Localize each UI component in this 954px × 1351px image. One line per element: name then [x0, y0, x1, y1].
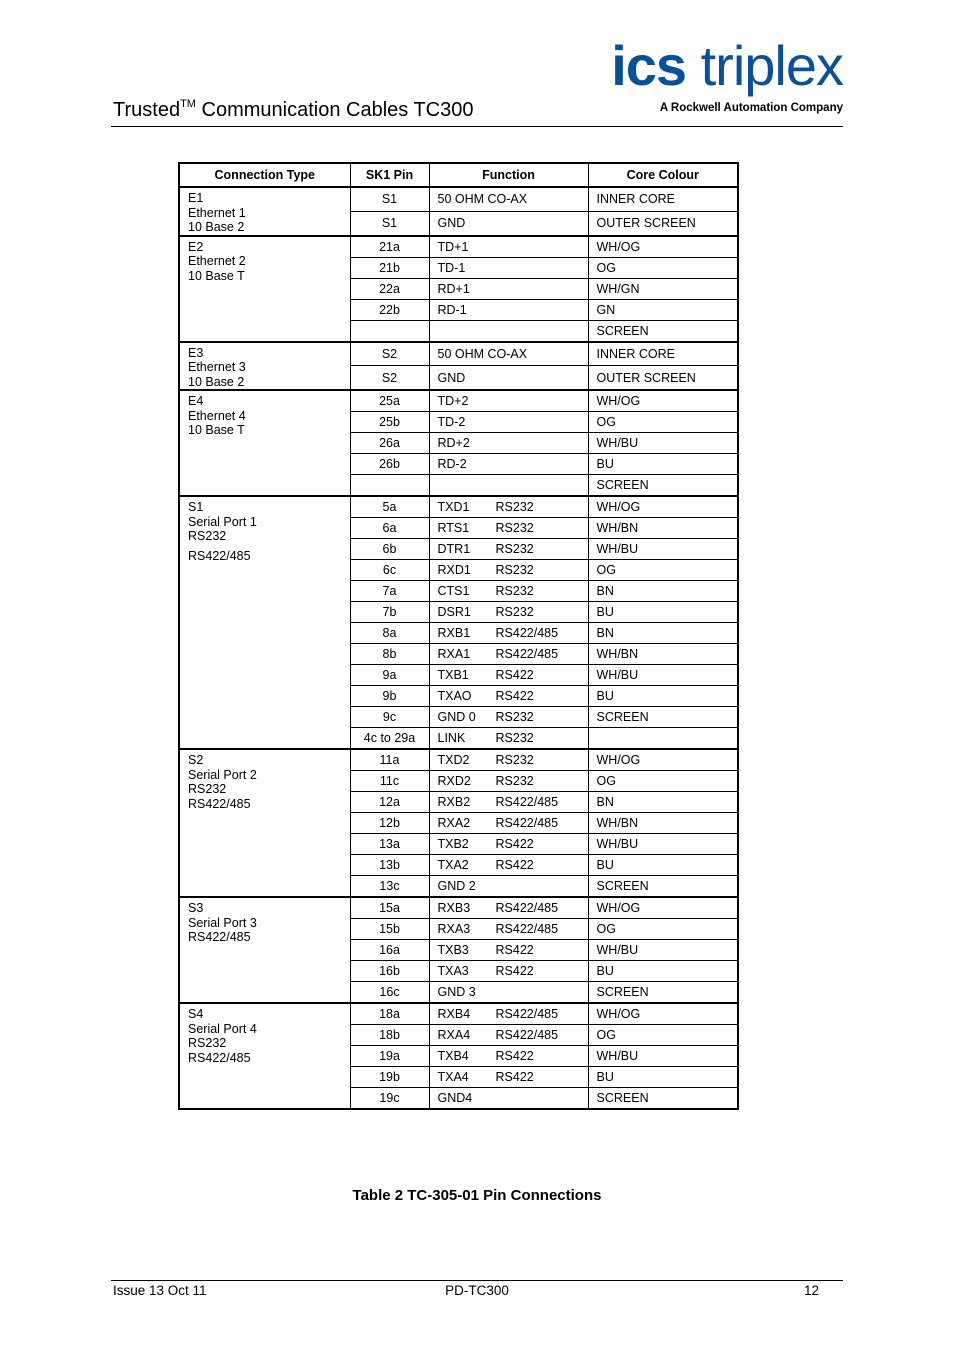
- sk1-pin-cell: 13c: [350, 876, 429, 898]
- core-colour-cell: WH/BU: [588, 940, 738, 961]
- function-signal: RXB1: [437, 626, 471, 640]
- function-signal: TXB3: [437, 943, 469, 957]
- table-row: [179, 897, 738, 919]
- connection-type-line: Ethernet 4: [188, 408, 246, 423]
- core-colour-cell: SCREEN: [588, 475, 738, 497]
- sk1-pin-cell: 9a: [350, 665, 429, 686]
- core-colour-cell: WH/GN: [588, 278, 738, 299]
- function-signal: TXB1: [437, 668, 469, 682]
- function-mode: RS422/485: [495, 1028, 559, 1042]
- core-colour-cell: BU: [588, 602, 738, 623]
- sk1-pin-cell: 16c: [350, 982, 429, 1004]
- sk1-pin-cell: 22a: [350, 278, 429, 299]
- function-cell: [429, 1025, 588, 1046]
- function-cell: [429, 496, 588, 518]
- function-signal: RD-1: [437, 302, 467, 317]
- function-signal: 50 OHM CO-AX: [437, 346, 528, 361]
- function-cell: [429, 855, 588, 876]
- header-divider: [111, 126, 843, 127]
- connection-type-line: 10 Base 2: [188, 374, 245, 389]
- connection-type-cell: [179, 1003, 350, 1109]
- core-colour-cell: WH/BN: [588, 644, 738, 665]
- core-colour-cell: WH/BN: [588, 518, 738, 539]
- function-mode: RS232: [495, 710, 534, 724]
- function-cell: [429, 257, 588, 278]
- core-colour-cell: WH/OG: [588, 236, 738, 258]
- title-rest: Communication Cables TC300: [195, 99, 474, 121]
- function-cell: [429, 320, 588, 342]
- function-cell: [429, 454, 588, 475]
- connection-type-line: RS232: [188, 1036, 227, 1050]
- core-colour-cell: BU: [588, 855, 738, 876]
- function-signal: TD+1: [437, 239, 469, 254]
- connection-type-cell: [179, 187, 350, 236]
- sk1-pin-cell: 12a: [350, 792, 429, 813]
- footer-divider: [111, 1280, 843, 1281]
- connection-type-line: 10 Base T: [188, 268, 245, 283]
- function-signal: RTS1: [437, 521, 470, 535]
- connection-type-line: E3: [188, 345, 204, 360]
- function-cell: [429, 539, 588, 560]
- sk1-pin-cell: 18b: [350, 1025, 429, 1046]
- function-cell: [429, 623, 588, 644]
- function-signal: RXB4: [437, 1007, 471, 1021]
- function-signal: TXAO: [437, 689, 472, 703]
- sk1-pin-cell: 15a: [350, 897, 429, 919]
- function-cell: [429, 299, 588, 320]
- function-mode: RS232: [495, 753, 534, 767]
- core-colour-cell: OG: [588, 919, 738, 940]
- function-mode: RS422: [495, 943, 534, 957]
- function-cell: [429, 433, 588, 454]
- connection-type-line: S3: [188, 901, 204, 915]
- sk1-pin-cell: 19b: [350, 1067, 429, 1088]
- connection-type-line: RS422/485: [188, 796, 251, 811]
- function-mode: RS422: [495, 1070, 534, 1084]
- core-colour-cell: SCREEN: [588, 707, 738, 728]
- connection-type-line: RS422/485: [188, 548, 251, 563]
- function-signal: TXD2: [437, 753, 470, 767]
- sk1-pin-cell: S1: [350, 211, 429, 235]
- connection-type-line: RS232: [188, 529, 227, 543]
- function-signal: RXD2: [437, 774, 471, 788]
- table-row: [179, 749, 738, 771]
- function-cell: [429, 876, 588, 898]
- function-mode: RS422: [495, 858, 534, 872]
- core-colour-cell: SCREEN: [588, 1088, 738, 1110]
- function-cell: [429, 897, 588, 919]
- footer-page-number: 12: [803, 1283, 819, 1298]
- sk1-pin-cell: 7a: [350, 581, 429, 602]
- core-colour-cell: WH/OG: [588, 1003, 738, 1025]
- function-cell: [429, 1003, 588, 1025]
- title-main: Trusted: [113, 99, 181, 121]
- function-cell: [429, 518, 588, 539]
- connection-type-line: S1: [188, 500, 204, 514]
- core-colour-cell: BU: [588, 454, 738, 475]
- connection-type-cell: [179, 496, 350, 749]
- sk1-pin-cell: 16a: [350, 940, 429, 961]
- function-cell: [429, 644, 588, 665]
- table-row: [179, 390, 738, 412]
- function-mode: RS232: [495, 542, 534, 556]
- table-row: [179, 342, 738, 366]
- connection-type-line: Serial Port 2: [188, 767, 257, 782]
- function-mode: RS232: [495, 731, 534, 745]
- function-cell: [429, 792, 588, 813]
- connection-type-line: S2: [188, 753, 204, 767]
- function-signal: TXB2: [437, 837, 469, 851]
- sk1-pin-cell: 4c to 29a: [350, 728, 429, 750]
- function-mode: RS422/485: [495, 626, 559, 640]
- sk1-pin-cell: 8b: [350, 644, 429, 665]
- function-signal: RXA1: [437, 647, 471, 661]
- connection-type-cell: [179, 897, 350, 1003]
- function-signal: RD+2: [437, 436, 470, 450]
- function-cell: [429, 961, 588, 982]
- connection-type-line: E1: [188, 191, 204, 205]
- sk1-pin-cell: S1: [350, 187, 429, 211]
- function-signal: TXA2: [437, 858, 469, 872]
- column-header: Core Colour: [588, 163, 738, 187]
- function-signal: TD-2: [437, 415, 466, 429]
- sk1-pin-cell: 22b: [350, 299, 429, 320]
- function-cell: [429, 412, 588, 433]
- core-colour-cell: WH/BU: [588, 1046, 738, 1067]
- core-colour-cell: GN: [588, 299, 738, 320]
- sk1-pin-cell: 16b: [350, 961, 429, 982]
- core-colour-cell: WH/BU: [588, 665, 738, 686]
- function-signal: DSR1: [437, 605, 471, 619]
- core-colour-cell: BU: [588, 686, 738, 707]
- function-mode: RS422/485: [495, 647, 559, 661]
- core-colour-cell: WH/OG: [588, 749, 738, 771]
- core-colour-cell: SCREEN: [588, 876, 738, 898]
- connection-type-line: Serial Port 4: [188, 1021, 257, 1036]
- function-cell: [429, 366, 588, 390]
- function-signal: RXA2: [437, 816, 471, 830]
- logo-ics: ics: [611, 34, 687, 97]
- core-colour-cell: WH/OG: [588, 496, 738, 518]
- function-cell: [429, 278, 588, 299]
- connection-type-line: Ethernet 2: [188, 254, 246, 268]
- sk1-pin-cell: 19c: [350, 1088, 429, 1110]
- core-colour-cell: BU: [588, 1067, 738, 1088]
- sk1-pin-cell: 21a: [350, 236, 429, 258]
- function-mode: RS422/485: [495, 901, 559, 915]
- core-colour-cell: INNER CORE: [588, 342, 738, 366]
- core-colour-cell: OG: [588, 257, 738, 278]
- core-colour-cell: BN: [588, 623, 738, 644]
- sk1-pin-cell: 26a: [350, 433, 429, 454]
- function-cell: [429, 665, 588, 686]
- function-signal: CTS1: [437, 584, 470, 598]
- connection-type-line: Serial Port 1: [188, 514, 257, 529]
- function-signal: RXB2: [437, 795, 471, 809]
- sk1-pin-cell: 13b: [350, 855, 429, 876]
- connection-type-line: RS232: [188, 782, 227, 796]
- sk1-pin-cell: 21b: [350, 257, 429, 278]
- table-caption: Table 2 TC-305-01 Pin Connections: [352, 1187, 602, 1204]
- table-body: [179, 187, 738, 1109]
- table-row: [179, 187, 738, 211]
- function-cell: [429, 390, 588, 412]
- sk1-pin-cell: 6a: [350, 518, 429, 539]
- function-mode: RS422/485: [495, 922, 559, 936]
- function-cell: [429, 187, 588, 211]
- function-signal: 50 OHM CO-AX: [437, 192, 528, 207]
- core-colour-cell: WH/BU: [588, 834, 738, 855]
- sk1-pin-cell: 9c: [350, 707, 429, 728]
- sk1-pin-cell: S2: [350, 366, 429, 390]
- function-signal: GND 3: [437, 985, 476, 999]
- sk1-pin-cell: 19a: [350, 1046, 429, 1067]
- core-colour-cell: BN: [588, 792, 738, 813]
- function-cell: [429, 940, 588, 961]
- connection-type-line: Ethernet 3: [188, 360, 246, 374]
- core-colour-cell: OG: [588, 412, 738, 433]
- core-colour-cell: OUTER SCREEN: [588, 366, 738, 390]
- trademark-mark: TM: [180, 98, 196, 110]
- table-row: [179, 236, 738, 258]
- function-signal: TXA4: [437, 1070, 469, 1084]
- function-signal: GND: [437, 216, 466, 231]
- connection-type-line: S4: [188, 1007, 204, 1021]
- function-cell: [429, 919, 588, 940]
- function-cell: [429, 1067, 588, 1088]
- function-mode: RS232: [495, 500, 534, 514]
- sk1-pin-cell: S2: [350, 342, 429, 366]
- function-cell: [429, 707, 588, 728]
- function-cell: [429, 342, 588, 366]
- function-cell: [429, 728, 588, 750]
- connection-type-line: 10 Base 2: [188, 220, 245, 234]
- core-colour-cell: BU: [588, 961, 738, 982]
- sk1-pin-cell: 11c: [350, 771, 429, 792]
- connection-type-line: E2: [188, 239, 204, 254]
- core-colour-cell: OG: [588, 771, 738, 792]
- sk1-pin-cell: 9b: [350, 686, 429, 707]
- function-signal: RXD1: [437, 563, 471, 577]
- core-colour-cell: [588, 728, 738, 750]
- pin-connections-table: [178, 162, 739, 1110]
- core-colour-cell: OG: [588, 1025, 738, 1046]
- core-colour-cell: INNER CORE: [588, 187, 738, 211]
- table-row: [179, 1003, 738, 1025]
- function-mode: RS232: [495, 563, 534, 577]
- function-mode: RS422: [495, 964, 534, 978]
- core-colour-cell: WH/BN: [588, 813, 738, 834]
- sk1-pin-cell: 11a: [350, 749, 429, 771]
- connection-type-line: Serial Port 3: [188, 915, 257, 930]
- function-signal: GND 2: [437, 879, 476, 893]
- sk1-pin-cell: 8a: [350, 623, 429, 644]
- connection-type-line: 10 Base T: [188, 423, 245, 437]
- logo-triplex: triplex: [700, 34, 843, 97]
- function-mode: RS232: [495, 605, 534, 619]
- function-signal: GND 0: [437, 710, 476, 724]
- column-header: SK1 Pin: [350, 163, 429, 187]
- function-mode: RS422/485: [495, 1007, 559, 1021]
- function-cell: [429, 813, 588, 834]
- core-colour-cell: WH/OG: [588, 897, 738, 919]
- company-logo: [611, 34, 843, 97]
- logo-tagline: A Rockwell Automation Company: [659, 102, 843, 114]
- connection-type-cell: [179, 342, 350, 391]
- sk1-pin-cell: 15b: [350, 919, 429, 940]
- function-cell: [429, 686, 588, 707]
- function-mode: RS232: [495, 774, 534, 788]
- sk1-pin-cell: [350, 475, 429, 497]
- function-signal: LINK: [437, 731, 466, 745]
- column-header: Function: [429, 163, 588, 187]
- function-signal: GND4: [437, 1091, 473, 1105]
- function-mode: RS422/485: [495, 816, 559, 830]
- core-colour-cell: WH/OG: [588, 390, 738, 412]
- function-cell: [429, 560, 588, 581]
- function-signal: TD-1: [437, 260, 466, 275]
- function-mode: RS422: [495, 1049, 534, 1063]
- function-signal: GND: [437, 370, 466, 385]
- function-mode: RS422: [495, 689, 534, 703]
- sk1-pin-cell: 5a: [350, 496, 429, 518]
- table-header-row: [179, 163, 738, 187]
- connection-type-line: RS422/485: [188, 1050, 251, 1065]
- function-cell: [429, 581, 588, 602]
- sk1-pin-cell: 6c: [350, 560, 429, 581]
- connection-type-line: Ethernet 1: [188, 205, 246, 220]
- function-mode: RS422: [495, 837, 534, 851]
- core-colour-cell: OUTER SCREEN: [588, 211, 738, 235]
- connection-type-line: RS422/485: [188, 930, 251, 944]
- function-cell: [429, 602, 588, 623]
- sk1-pin-cell: 6b: [350, 539, 429, 560]
- function-signal: DTR1: [437, 542, 471, 556]
- function-mode: RS422: [495, 668, 534, 682]
- sk1-pin-cell: [350, 320, 429, 342]
- core-colour-cell: SCREEN: [588, 320, 738, 342]
- core-colour-cell: WH/BU: [588, 433, 738, 454]
- function-signal: TXD1: [437, 500, 470, 514]
- function-cell: [429, 982, 588, 1004]
- footer-doc-id: PD-TC300: [445, 1283, 509, 1298]
- core-colour-cell: WH/BU: [588, 539, 738, 560]
- function-signal: TD+2: [437, 394, 469, 408]
- function-cell: [429, 475, 588, 497]
- core-colour-cell: BN: [588, 581, 738, 602]
- table-row: [179, 496, 738, 518]
- sk1-pin-cell: 13a: [350, 834, 429, 855]
- function-cell: [429, 1046, 588, 1067]
- function-cell: [429, 771, 588, 792]
- function-signal: RD+1: [437, 281, 470, 296]
- function-cell: [429, 236, 588, 258]
- sk1-pin-cell: 12b: [350, 813, 429, 834]
- sk1-pin-cell: 25b: [350, 412, 429, 433]
- column-header: Connection Type: [179, 163, 350, 187]
- connection-type-cell: [179, 236, 350, 342]
- function-signal: RXB3: [437, 901, 471, 915]
- function-signal: TXA3: [437, 964, 469, 978]
- function-signal: RD-2: [437, 457, 467, 471]
- function-signal: RXA4: [437, 1028, 471, 1042]
- sk1-pin-cell: 7b: [350, 602, 429, 623]
- connection-type-cell: [179, 749, 350, 897]
- sk1-pin-cell: 26b: [350, 454, 429, 475]
- function-mode: RS232: [495, 521, 534, 535]
- function-cell: [429, 749, 588, 771]
- function-mode: RS232: [495, 584, 534, 598]
- function-signal: TXB4: [437, 1049, 469, 1063]
- connection-type-line: E4: [188, 394, 204, 408]
- core-colour-cell: OG: [588, 560, 738, 581]
- sk1-pin-cell: 25a: [350, 390, 429, 412]
- function-signal: RXA3: [437, 922, 471, 936]
- function-mode: RS422/485: [495, 795, 559, 809]
- function-cell: [429, 211, 588, 235]
- connection-type-cell: [179, 390, 350, 496]
- sk1-pin-cell: 18a: [350, 1003, 429, 1025]
- page-title: [113, 98, 474, 122]
- function-cell: [429, 834, 588, 855]
- function-cell: [429, 1088, 588, 1110]
- core-colour-cell: SCREEN: [588, 982, 738, 1004]
- footer-issue: Issue 13 Oct 11: [113, 1283, 207, 1298]
